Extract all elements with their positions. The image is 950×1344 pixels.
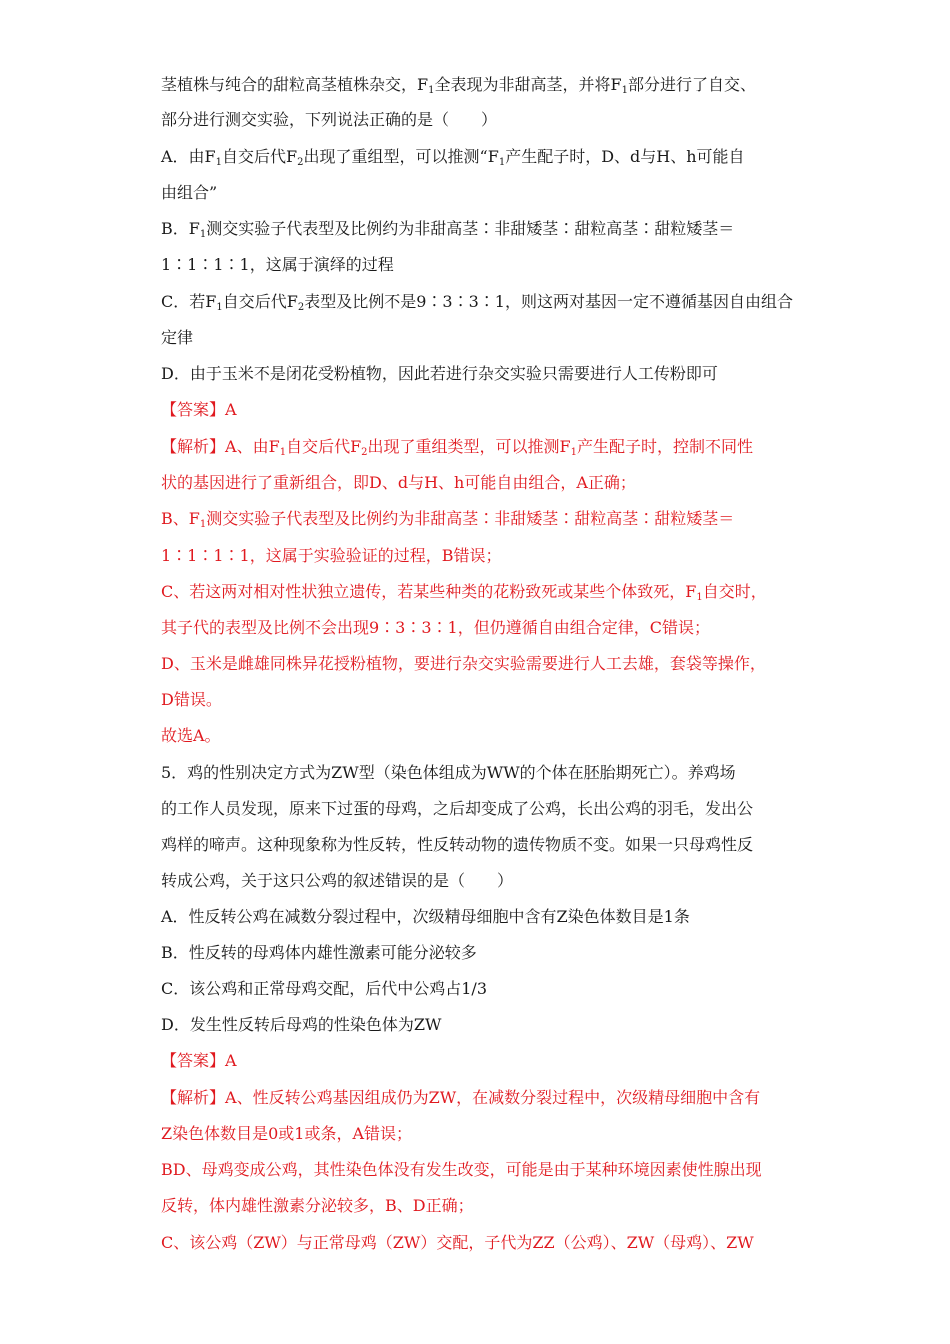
option-line: C．该公鸡和正常母鸡交配，后代中公鸡占1/3 — [161, 979, 487, 998]
analysis-line: C、该公鸡（ZW）与正常母鸡（ZW）交配，子代为ZZ（公鸡）、ZW（母鸡）、ZW — [161, 1233, 754, 1252]
option-line: 1∶1∶1∶1，这属于演绎的过程 — [161, 255, 394, 274]
question-stem-line: 的工作人员发现，原来下过蛋的母鸡，之后却变成了公鸡，长出公鸡的羽毛，发出公 — [161, 799, 754, 818]
answer-value: A — [225, 1051, 237, 1070]
analysis-line: 1∶1∶1∶1，这属于实验验证的过程，B错误； — [161, 546, 502, 565]
question-stem-line: 茎植株与纯合的甜粒高茎植株杂交，$F_1$全表现为非甜高茎，并将$F_1$部分进行了自交、 — [161, 75, 756, 96]
answer-value: A — [225, 400, 237, 419]
question-stem-line: 部分进行测交实验，下列说法正确的是（ ） — [161, 110, 498, 129]
analysis-line: Z染色体数目是0或1或条，A错误； — [161, 1124, 413, 1143]
analysis-line: D、玉米是雌雄同株异花授粉植物，要进行杂交实验需要进行人工去雄，套袋等操作， — [161, 654, 766, 673]
analysis-line: 状的基因进行了重新组合，即D、d与H、h可能自由组合，A正确； — [161, 473, 636, 492]
answer-line — [161, 1050, 237, 1072]
answer-label: 【答案】 — [161, 1051, 226, 1070]
analysis-line: BD、母鸡变成公鸡，其性染色体没有发生改变，可能是由于某种环境因素使性腺出现 — [161, 1160, 762, 1179]
option-line: D．发生性反转后母鸡的性染色体为ZW — [161, 1015, 442, 1034]
option-line: B．性反转的母鸡体内雄性激素可能分泌较多 — [161, 943, 477, 962]
analysis-line: 其子代的表型及比例不会出现9∶3∶3∶1，但仍遵循自由组合定律，C错误； — [161, 618, 710, 637]
analysis-line: 反转，体内雄性激素分泌较多，B、D正确； — [161, 1196, 474, 1215]
option-line: C．若$F_1$自交后代$F_2$表型及比例不是9∶3∶3∶1，则这两对基因一定不遵循基因自由组合 — [161, 292, 793, 313]
question-stem-line: 5．鸡的性别决定方式为ZW型（染色体组成为WW的个体在胚胎期死亡）。养鸡场 — [161, 763, 736, 782]
option-line: 定律 — [161, 328, 194, 347]
option-line: D．由于玉米不是闭花受粉植物，因此若进行杂交实验只需要进行人工传粉即可 — [161, 364, 718, 383]
analysis-line: D错误。 — [161, 690, 222, 709]
question-stem-line: 转成公鸡，关于这只公鸡的叙述错误的是（ ） — [161, 871, 514, 890]
answer-line — [161, 399, 237, 421]
option-line: 由组合” — [161, 183, 218, 202]
option-line: A．由$F_1$自交后代$F_2$出现了重组型，可以推测“$F_1$产生配子时，D、d与H、h可能自 — [161, 147, 745, 168]
analysis-line: 【解析】A、由$F_1$自交后代$F_2$出现了重组类型，可以推测$F_1$产生配子时，控制不同性 — [161, 437, 754, 458]
analysis-line: 故选A。 — [161, 726, 221, 745]
option-line: B．$F_1$测交实验子代表型及比例约为非甜高茎∶非甜矮茎∶甜粒高茎∶甜粒矮茎＝ — [161, 219, 735, 240]
analysis-line: 【解析】A、性反转公鸡基因组成仍为ZW，在减数分裂过程中，次级精母细胞中含有 — [161, 1088, 761, 1107]
question-stem-line: 鸡样的啼声。这种现象称为性反转，性反转动物的遗传物质不变。如果一只母鸡性反 — [161, 835, 754, 854]
option-line: A．性反转公鸡在减数分裂过程中，次级精母细胞中含有Z染色体数目是1条 — [161, 907, 690, 926]
answer-label: 【答案】 — [161, 400, 226, 419]
analysis-line: C、若这两对相对性状独立遗传，若某些种类的花粉致死或某些个体致死，$F_1$自交时， — [161, 582, 767, 603]
analysis-line: B、$F_1$测交实验子代表型及比例约为非甜高茎∶非甜矮茎∶甜粒高茎∶甜粒矮茎＝ — [161, 509, 735, 530]
